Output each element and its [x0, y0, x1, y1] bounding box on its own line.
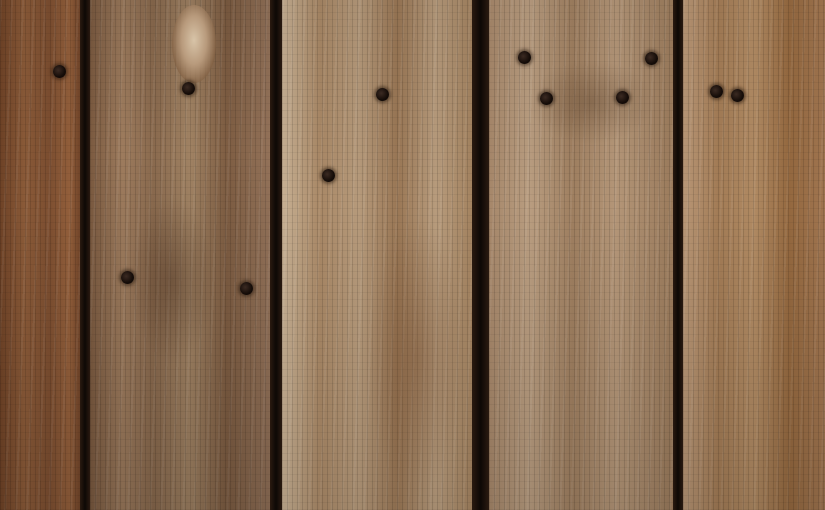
board-gap — [472, 0, 489, 510]
nail-head — [518, 51, 531, 64]
nail-head — [322, 169, 335, 182]
wood-board-3 — [282, 0, 474, 510]
nail-head — [376, 88, 389, 101]
nail-head — [731, 89, 744, 102]
wood-knot — [172, 5, 216, 83]
wood-board-4 — [489, 0, 675, 510]
nail-head — [616, 91, 629, 104]
nail-head — [182, 82, 195, 95]
wood-board-2 — [90, 0, 272, 510]
nail-head — [53, 65, 66, 78]
nail-head — [540, 92, 553, 105]
board-gap — [673, 0, 683, 510]
nail-head — [240, 282, 253, 295]
wood-board-5 — [683, 0, 825, 510]
nail-head — [710, 85, 723, 98]
board-gap — [270, 0, 282, 510]
wood-board-1 — [0, 0, 82, 510]
nail-head — [645, 52, 658, 65]
nail-head — [121, 271, 134, 284]
board-gap — [80, 0, 90, 510]
